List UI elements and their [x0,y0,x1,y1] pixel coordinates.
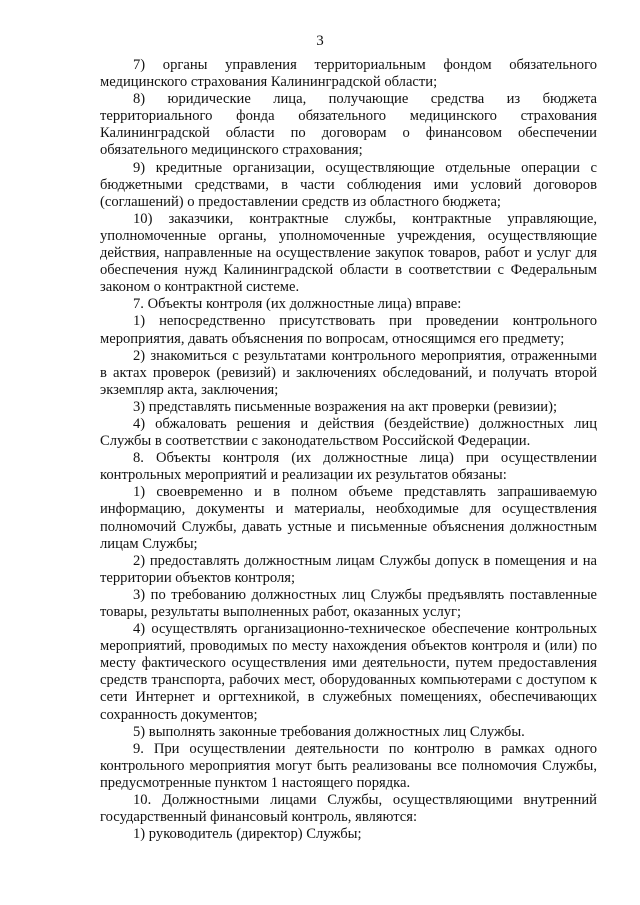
page-number: 3 [316,33,324,49]
section-8-item-1: 1) своевременно и в полном объеме представлять запрашиваемую информацию, документы и материалы, необходимые для осуществления полномочий Службы, давать устные и письменные объяснения должностным лицам Службы; [100,484,597,552]
section-9: 9. При осуществлении деятельности по контролю в рамках одного контрольного мероприятия могут быть реализованы все полномочия Службы, предусмотренные пунктом 1 настоящего порядка. [100,740,597,791]
section-7-item-3: 3) представлять письменные возражения на акт проверки (ревизии); [133,398,558,415]
paragraph-7-item-7: 7) органы управления территориальным фондом обязательного медицинского страхования Калининградской области; [100,57,597,91]
section-8-item-5: 5) выполнять законные требования должностных лиц Службы. [133,723,525,740]
section-8-item-3: 3) по требованию должностных лиц Службы предъявлять поставленные товары, результаты выполненных работ, оказанных услуг; [100,586,597,620]
paragraph-7-item-9: 9) кредитные организации, осуществляющие отдельные операции с бюджетными средствами, в части соблюдения ими условий договоров (соглашений) о предоставлении средств из областного бюджета; [100,159,597,210]
section-8-item-2: 2) предоставлять должностным лицам Службы допуск в помещения и на территории объектов контроля; [100,552,597,586]
document-body [100,57,597,843]
paragraph-7-item-10: 10) заказчики, контрактные службы, контрактные управляющие, уполномоченные органы, уполномоченные учреждения, осуществляющие действия, направленные на осуществление закупок товаров, работ и услуг для обеспечения нужд Калининградской области в соответствии с Федеральным законом о контрактной системе. [100,210,597,296]
section-10-item-1: 1) руководитель (директор) Службы; [133,826,362,843]
section-7-item-2: 2) знакомиться с результатами контрольного мероприятия, отраженными в актах проверок (ревизий) и заключениях обследований, и получать второй экземпляр акта, заключения; [100,347,597,398]
paragraph-7-item-8: 8) юридические лица, получающие средства из бюджета территориального фонда обязательного медицинского страхования Калининградской области по договорам о финансовом обеспечении обязательного медицинского страхования; [100,91,597,159]
section-10-heading: 10. Должностными лицами Службы, осуществляющими внутренний государственный финансовый контроль, являются: [100,792,597,826]
section-7-item-4: 4) обжаловать решения и действия (бездействие) должностных лиц Службы в соответствии с законодательством Российской Федерации. [100,415,597,450]
section-7-heading: 7. Объекты контроля (их должностные лица) вправе: [133,296,462,313]
section-8-heading: 8. Объекты контроля (их должностные лица) при осуществлении контрольных мероприятий и реализации их результатов обязаны: [100,450,597,484]
section-8-item-4: 4) осуществлять организационно-техническое обеспечение контрольных мероприятий, проводимых по месту нахождения объектов контроля и (или) по месту фактического осуществления ими деятельности, путем предоставления средств транспорта, рабочих мест, оборудованных компьютерами с доступом к сети Интернет и оргтехникой, в служебных помещениях, обеспечивающих сохранность документов; [100,621,597,723]
section-7-item-1: 1) непосредственно присутствовать при проведении контрольного мероприятия, давать объяснения по вопросам, относящимся его предмету; [100,313,597,347]
